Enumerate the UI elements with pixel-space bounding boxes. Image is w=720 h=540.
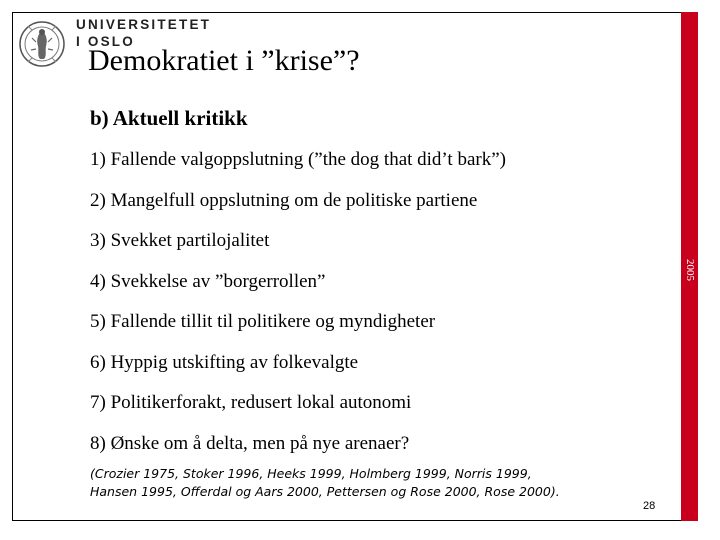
logo-line-2: I OSLO	[76, 34, 135, 49]
side-year-label	[682, 254, 697, 286]
list-item: 3) Svekket partilojalitet	[90, 230, 270, 251]
citation	[90, 465, 560, 501]
page-number: 28	[643, 500, 656, 512]
list-item: 5) Fallende tillit til politikere og myndigheter	[90, 311, 436, 332]
list-item: 2) Mangelfull oppslutning om de politiske partiene	[90, 189, 478, 211]
side-year-text: 2005	[683, 259, 696, 281]
slide-subtitle: b) Aktuell kritikk	[90, 106, 248, 130]
logo-line-1: UNIVERSITETET	[76, 17, 212, 32]
list-item: 6) Hyppig utskifting av folkevalgte	[90, 351, 359, 373]
list-item: 4) Svekkelse av ”borgerrollen”	[90, 270, 326, 292]
university-seal-icon	[18, 16, 66, 72]
critique-list	[90, 148, 506, 472]
list-item: 1) Fallende valgoppslutning (”the dog that did’t bark”)	[90, 149, 506, 170]
citation-line-1: (Crozier 1975, Stoker 1996, Heeks 1999, Holmberg 1999, Norris 1999,	[90, 466, 532, 481]
slide-title: Demokratiet i ”krise”?	[88, 44, 360, 77]
citation-line-2: Hansen 1995, Offerdal og Aars 2000, Pettersen og Rose 2000, Rose 2000).	[90, 484, 560, 499]
list-item: 8) Ønske om å delta, men på nye arenaer?	[90, 432, 410, 454]
list-item: 7) Politikerforakt, redusert lokal autonomi	[90, 392, 412, 413]
